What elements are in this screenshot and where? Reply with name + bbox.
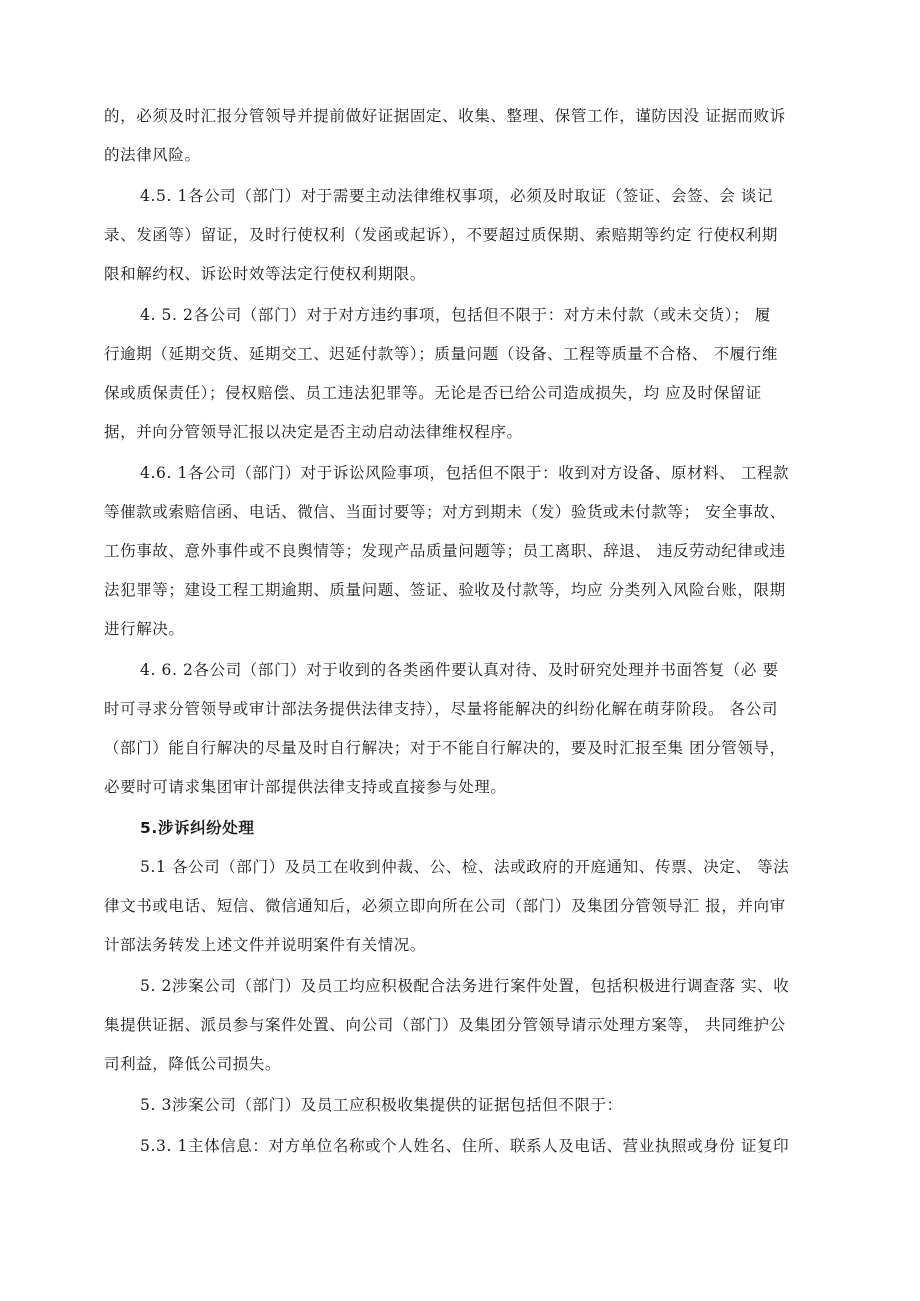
text-line: 进行解决。 — [104, 620, 185, 638]
text-line: 必要时可请求集团审计部提供法律支持或直接参与处理。 — [104, 778, 507, 796]
text-line: 集提供证据、派员参与案件处置、向公司（部门）及集团分管领导请示处理方案等， 共同维护公 — [104, 1016, 786, 1034]
text-line: 时可寻求分管领导或审计部法务提供法律支持），尽量将能解决的纠纷化解在萌芽阶段。 各公司 — [104, 700, 778, 718]
section-heading: 5.涉诉纠纷处理 — [140, 819, 255, 837]
text-line: 录、发函等）留证，及时行使权利（发函或起诉），不要超过质保期、索赔期等约定 行使权利期 — [104, 226, 778, 244]
text-line: 法犯罪等；建设工程工期逾期、质量问题、签证、验收及付款等，均应 分类列入风险台账，限期 — [104, 581, 786, 599]
text-line: 5. 3涉案公司（部门）及员工应积极收集提供的证据包括但不限于： — [140, 1096, 623, 1114]
text-line: 限和解约权、诉讼时效等法定行使权利期限。 — [104, 265, 427, 283]
text-line: 保或质保责任）；侵权赔偿、员工违法犯罪等。无论是否已给公司造成损失，均 应及时保留证 — [104, 384, 762, 402]
text-line: 4.6. 1各公司（部门）对于诉讼风险事项，包括但不限于：收到对方设备、原材料、 工程款 — [140, 464, 790, 482]
text-line: 5. 2涉案公司（部门）及员工均应积极配合法务进行案件处置，包括积极进行调查落 实、收 — [140, 977, 790, 995]
text-line: 4. 5. 2各公司（部门）对于对方违约事项，包括但不限于：对方未付款（或未交货）； 履 — [140, 306, 771, 324]
text-line: 5.3. 1主体信息：对方单位名称或个人姓名、住所、联系人及电话、营业执照或身份 证复印 — [140, 1137, 790, 1155]
text-line: （部门）能自行解决的尽量及时自行解决；对于不能自行解决的，要及时汇报至集 团分管领导， — [104, 739, 786, 757]
text-line: 计部法务转发上述文件并说明案件有关情况。 — [104, 936, 427, 954]
text-line: 的法律风险。 — [104, 146, 201, 164]
text-line: 等催款或索赔信函、电话、微信、当面讨要等；对方到期未（发）验货或未付款等； 安全事故、 — [104, 503, 786, 521]
text-line: 工伤事故、意外事件或不良舆情等；发现产品质量问题等；员工离职、辞退、 违反劳动纪律或违 — [104, 542, 786, 560]
text-line: 行逾期（延期交货、延期交工、迟延付款等）；质量问题（设备、工程等质量不合格、 不履行维 — [104, 345, 778, 363]
text-line: 律文书或电话、短信、微信通知后，必须立即向所在公司（部门）及集团分管领导汇 报，并向审 — [104, 897, 786, 915]
text-line: 5.1 各公司（部门）及员工在收到仲裁、公、检、法或政府的开庭通知、传票、决定、 等法 — [140, 858, 790, 876]
text-line: 司利益，降低公司损失。 — [104, 1055, 282, 1073]
text-line: 据，并向分管领导汇报以决定是否主动启动法律维权程序。 — [104, 423, 523, 441]
text-line: 的，必须及时汇报分管领导并提前做好证据固定、收集、整理、保管工作，谨防因没 证据而败诉 — [104, 107, 786, 125]
text-line: 4.5. 1各公司（部门）对于需要主动法律维权事项，必须及时取证（签证、会签、会 谈记 — [140, 187, 774, 205]
text-line: 4. 6. 2各公司（部门）对于收到的各类函件要认真对待、及时研究处理并书面答复（必 要 — [140, 661, 779, 679]
